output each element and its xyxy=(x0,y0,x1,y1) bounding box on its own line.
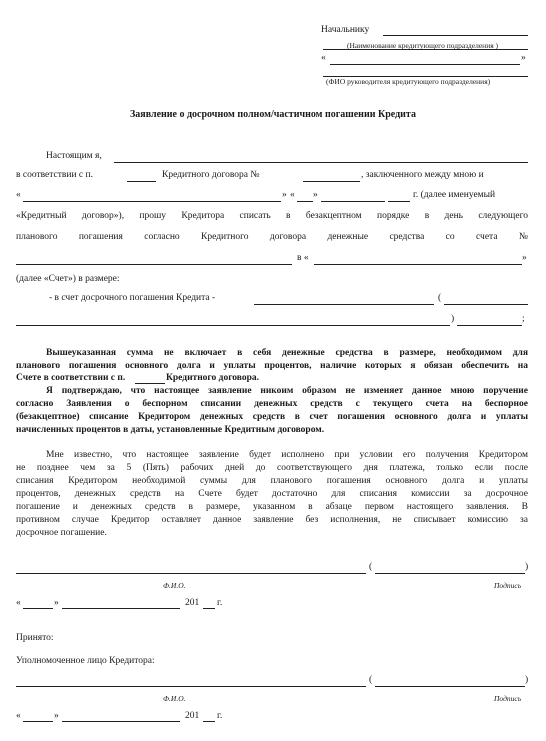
form-line-2-b: Кредитного договора № xyxy=(162,170,260,180)
quote-open: « xyxy=(321,53,326,63)
signature-caption: Подпись xyxy=(494,581,522,590)
form-line-8-paren: ( xyxy=(438,293,442,303)
form-line-6-a: в « xyxy=(297,253,309,263)
bold-p2-line2: согласно Заявления о беспорном списании денежных средств с текущего счета на беспорное xyxy=(16,399,528,409)
creditor-signature-field[interactable] xyxy=(375,686,525,687)
amount-words-field-2[interactable] xyxy=(16,325,450,326)
plain-line1: Мне известно, что настоящее заявление будет исполнено при условии его получения Кредитором xyxy=(46,450,528,460)
creditor-date-quote-open: « xyxy=(16,711,21,721)
bold-p2-line1: Я подтверждаю, что настоящее заявление никоим образом не изменяет данное мною поручение xyxy=(46,386,528,396)
sign-month-field[interactable] xyxy=(62,608,180,609)
dept-hint: (Наименование кредитующего подразделения ) xyxy=(347,41,499,50)
plain-line2: не позднее чем за 5 (Пять) рабочих дней до соответствующего дня платежа, только если после xyxy=(16,463,528,473)
sign-paren-open: ( xyxy=(369,562,373,572)
form-line-5: планового погашения согласно Кредитного договора денежные средства со счета № xyxy=(16,232,528,242)
creditor-year-suffix: г. xyxy=(217,711,223,721)
date-quote-open: « xyxy=(16,598,21,608)
clause-number-field[interactable] xyxy=(127,181,156,182)
creditor-signature-caption: Подпись xyxy=(494,694,522,703)
creditor-year: 201 xyxy=(185,711,200,721)
plain-line4: процентов, денежных средств на Счете будет достаточно для списания комиссии за досрочное xyxy=(16,489,528,499)
creditor-month-field[interactable] xyxy=(62,721,180,722)
form-line-9-paren: ) xyxy=(451,314,455,324)
bank-name-field[interactable] xyxy=(314,264,522,265)
form-line-4: «Кредитный договор»), прошу Кредитора списать в безакцептном порядке в день следующего xyxy=(16,211,528,221)
account-number-field[interactable] xyxy=(16,264,292,265)
form-line-3-date-open: « xyxy=(290,190,295,200)
bold-p1-line3a: Счете в соответствии с п. xyxy=(16,373,126,383)
contract-day-field[interactable] xyxy=(297,201,313,202)
form-line-3-date-close: » xyxy=(313,190,318,200)
creditor-date-quote-close: » xyxy=(54,711,59,721)
creditor-fio-caption: Ф.И.О. xyxy=(163,694,186,703)
form-line-2-c: , заключенного между мною и xyxy=(361,170,484,180)
plain-line3: списания Кредитором необходимой суммы для планового погашения основного долга и уплаты xyxy=(16,476,528,486)
plain-line5: погашение и денежных средств в размере, указанном в абзаце первом настоящего заявления. В xyxy=(16,502,528,512)
form-line-3-e: г. (далее именуемый xyxy=(413,190,496,200)
fio-hint: (ФИО руководителя кредитующего подразделения) xyxy=(326,77,491,86)
head-name-field[interactable] xyxy=(383,35,528,36)
applicant-fio-field[interactable] xyxy=(16,573,366,574)
contract-year-field[interactable] xyxy=(388,201,410,202)
creditor-paren-open: ( xyxy=(369,675,373,685)
sign-year-field[interactable] xyxy=(203,608,215,609)
form-line-9-semicolon: ; xyxy=(522,314,525,324)
party-name-field[interactable] xyxy=(23,201,281,202)
fio-caption: Ф.И.О. xyxy=(163,581,186,590)
bold-p2-line4: начисленных процентов в даты, установленные Кредитным договором. xyxy=(16,425,325,435)
applicant-signature-field[interactable] xyxy=(375,573,525,574)
contract-number-field[interactable] xyxy=(303,181,360,182)
authorized-person-label: Уполномоченное лицо Кредитора: xyxy=(16,656,155,666)
creditor-year-field[interactable] xyxy=(203,721,215,722)
dept-name-field[interactable] xyxy=(330,64,520,65)
form-line-7: (далее «Счет») в размере: xyxy=(16,274,120,284)
form-line-3-quote-close: » xyxy=(282,190,287,200)
sign-year: 201 xyxy=(185,598,200,608)
bold-p2-line3: (безакцептное) списание Кредитором денежных средств в счет погашения основного долга и уплаты xyxy=(16,412,528,422)
addressee-label: Начальнику xyxy=(321,25,370,35)
creditor-fio-field[interactable] xyxy=(16,686,366,687)
form-line-3-quote-open: « xyxy=(16,190,21,200)
amount-words-field-1[interactable] xyxy=(444,304,528,305)
form-line-6-b: » xyxy=(522,253,527,263)
form-line-1-label: Настоящим я, xyxy=(46,151,102,161)
creditor-day-field[interactable] xyxy=(23,721,53,722)
sign-paren-close: ) xyxy=(525,562,529,572)
amount-digits-field[interactable] xyxy=(254,304,434,305)
quote-close: » xyxy=(521,53,526,63)
form-line-2-a: в соответствии с п. xyxy=(16,170,93,180)
sign-day-field[interactable] xyxy=(23,608,53,609)
sign-year-suffix: г. xyxy=(217,598,223,608)
date-quote-close: » xyxy=(54,598,59,608)
contract-month-field[interactable] xyxy=(321,201,385,202)
creditor-paren-close: ) xyxy=(525,675,529,685)
plain-line7: досрочное погашение. xyxy=(16,528,107,538)
accepted-label: Принято: xyxy=(16,633,54,643)
amount-extra-field[interactable] xyxy=(457,325,522,326)
applicant-name-field[interactable] xyxy=(114,162,528,163)
bold-p1-line1: Вышеуказанная сумма не включает в себя денежные средства в размере, необходимом для xyxy=(46,348,528,358)
document-title: Заявление о досрочном полном/частичном погашении Кредита xyxy=(130,109,416,120)
form-line-8-label: - в счет досрочного погашения Кредита - xyxy=(49,293,216,303)
bold-p1-line2: планового погашения основного долга и уплаты процентов, наличие которых я обязан обеспечить на xyxy=(16,361,528,371)
bold-p1-line3b: Кредитного договора. xyxy=(166,373,260,383)
clause-ref-field[interactable] xyxy=(135,383,165,384)
plain-line6: противном случае Кредитор оставляет данное заявление без исполнения, не списывает комиссию за xyxy=(16,515,528,525)
